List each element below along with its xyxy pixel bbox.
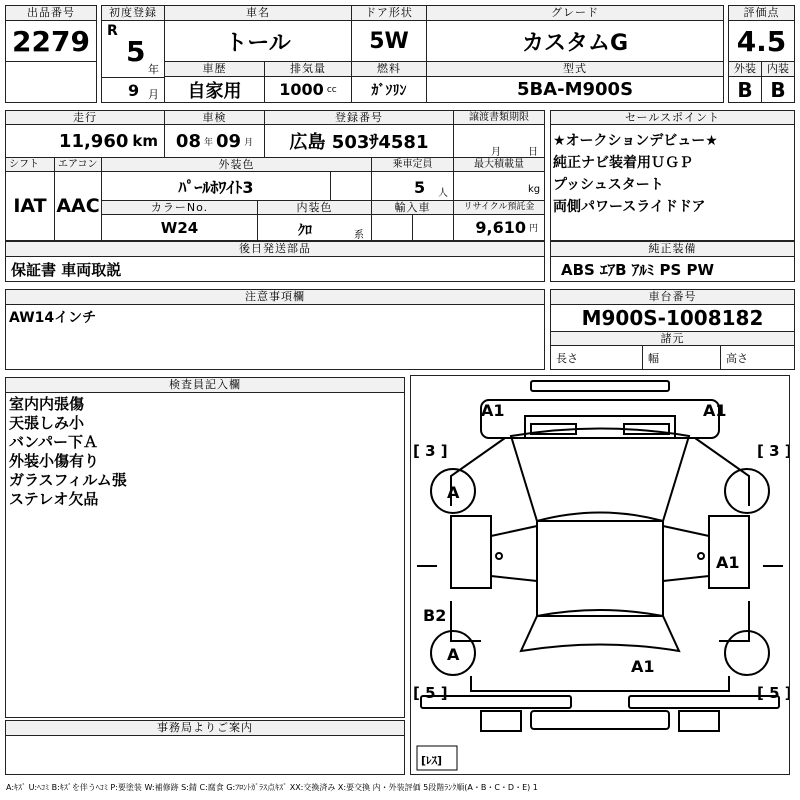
legend: A:ｷｽﾞ U:ﾍｺﾐ B:ｷｽﾞを伴うﾍｺﾐ P:要塗装 W:補修跡 S:錆 C:腐食 G:ﾌﾛﾝﾄｶﾞﾗｽ点ｷｽﾞ XX:交換済み X:要交換 内・外装評価 5段階ﾗﾝｸ順(A・B・C・D・E) 1: [6, 783, 538, 792]
reg-year: 5: [126, 35, 146, 68]
inspection-date: [164, 124, 265, 158]
interior-color: [257, 214, 372, 241]
recycle-fee: [453, 214, 545, 241]
insp-month-unit: 月: [244, 137, 254, 148]
office-notes: [5, 735, 405, 775]
mileage-label: 走行: [5, 110, 165, 125]
later-parts: 保証書 車両取説: [5, 256, 545, 282]
sales-label: セールスポイント: [550, 110, 795, 125]
intcolor-unit: 系: [354, 230, 364, 241]
disp-label: 排気量: [264, 61, 352, 77]
grade-label: グレード: [426, 5, 724, 21]
displacement: [264, 76, 352, 103]
mark-a-rear-wheel: A: [447, 645, 460, 664]
later-parts-label: 後日発送部品: [5, 241, 545, 257]
seats-label: 乗車定員: [371, 157, 454, 172]
sales-line: ★オークションデビュー★: [553, 133, 718, 149]
mileage-value: 11,960: [58, 130, 129, 152]
mark-a1-rear: A1: [631, 657, 655, 676]
sales-line: プッシュスタート: [553, 177, 664, 193]
recycle-label: リサイクル預託金: [453, 200, 545, 215]
mark-a-front-wheel: A: [447, 483, 460, 502]
transfer-day-unit: 日: [528, 147, 538, 158]
import-a: [371, 214, 413, 241]
transfer-label: 譲渡書類期限: [453, 110, 545, 125]
mark-3-right: [ 3 ]: [757, 442, 789, 460]
fuel-label: 燃料: [351, 61, 427, 77]
disp-unit: cc: [326, 84, 337, 95]
color-number: W24: [101, 214, 258, 241]
score: 4.5: [728, 20, 795, 62]
fuel: ｶﾞｿﾘﾝ: [351, 76, 427, 103]
recycle-unit: 円: [528, 224, 538, 234]
first-reg-year: [101, 20, 165, 78]
inspector-label: 検査員記入欄: [5, 377, 405, 393]
sales-line: 両側パワースライドドア: [553, 199, 706, 215]
score-label: 評価点: [728, 5, 795, 21]
seats-value: 5: [414, 178, 426, 197]
mark-a1-front-left: A1: [481, 401, 505, 420]
mark-3-left: [ 3 ]: [413, 442, 448, 460]
insp-year-unit: 年: [203, 137, 213, 148]
disp-value: 1000: [279, 80, 324, 99]
seats: [371, 171, 454, 201]
inspector-line: 室内内張傷: [9, 395, 85, 413]
height-label: 高さ: [720, 345, 795, 370]
caution-notes: [5, 304, 545, 370]
ext-grade: B: [728, 76, 762, 103]
mark-res: [ﾚｽ]: [421, 754, 443, 767]
mileage-unit: km: [132, 132, 158, 150]
inspector-line: 天張しみ小: [9, 414, 85, 432]
mark-5-right: [ 5 ]: [757, 684, 789, 702]
seats-unit: 人: [438, 188, 448, 199]
first-reg-label: 初度登録: [101, 5, 165, 21]
transfer-date: [453, 124, 545, 158]
type-label: 型式: [426, 61, 724, 77]
model-name: トール: [164, 20, 352, 62]
regno-label: 登録番号: [264, 110, 454, 125]
caution-text: AW14インチ: [9, 310, 97, 326]
width-label: 幅: [642, 345, 721, 370]
door-type: 5W: [351, 20, 427, 62]
car-diagram: [411, 376, 789, 774]
genuine-label: 純正装備: [550, 241, 795, 257]
year-unit: 年: [148, 63, 159, 76]
lot-number: 2279: [5, 20, 97, 62]
transfer-month-unit: 月: [491, 147, 501, 158]
reg-month: 9: [128, 81, 140, 100]
lot-blank: [5, 61, 97, 103]
model-label: 車名: [164, 5, 352, 21]
inspection-label: 車検: [164, 110, 265, 125]
month-unit: 月: [148, 88, 159, 101]
colorno-label: カラーNo.: [101, 200, 258, 215]
era: R: [107, 23, 118, 39]
sales-points: [550, 124, 795, 241]
color-extra: [330, 171, 372, 201]
office-label: 事務局よりご案内: [5, 720, 405, 736]
ac-label: エアコン: [54, 157, 102, 172]
lot-label: 出品番号: [5, 5, 97, 21]
import-b: [412, 214, 454, 241]
body-color: ﾊﾟｰﾙﾎﾜｲﾄ3: [101, 171, 331, 201]
inspector-line: 外装小傷有り: [9, 452, 100, 470]
mark-a1-side: A1: [716, 553, 740, 572]
condition-sheet: [410, 375, 790, 775]
ext-label: 外装: [728, 61, 762, 77]
load-unit: kg: [528, 184, 541, 195]
grade: カスタムG: [426, 20, 724, 62]
sales-line: 純正ナビ装着用ＵＧＰ: [553, 155, 693, 171]
model-type: 5BA-M900S: [426, 76, 724, 103]
load-label: 最大積載量: [453, 157, 545, 172]
intcolor-value: ｸﾛ: [298, 223, 312, 239]
genuine-equipment: ABS ｴｱB ｱﾙﾐ PS PW: [550, 256, 795, 282]
inspector-line: ステレオ欠品: [9, 490, 99, 508]
door-label: ドア形状: [351, 5, 427, 21]
history-label: 車歴: [164, 61, 265, 77]
caution-label: 注意事項欄: [5, 289, 545, 305]
inspector-notes: [5, 392, 405, 718]
first-reg-month: [101, 77, 165, 103]
length-label: 長さ: [550, 345, 643, 370]
inspector-line: バンパー下Ａ: [9, 433, 98, 451]
chassis-label: 車台番号: [550, 289, 795, 305]
insp-year: 08: [175, 130, 201, 152]
specs-label: 諸元: [550, 331, 795, 346]
mark-b2: B2: [423, 606, 447, 625]
aircon: AAC: [54, 171, 102, 241]
chassis-number: M900S-1008182: [550, 304, 795, 332]
reg-number: 広島 503ｻ4581: [264, 124, 454, 158]
inspector-line: ガラスフィルム張: [9, 471, 127, 489]
int-grade: B: [761, 76, 795, 103]
max-load: [453, 171, 545, 201]
shift: IAT: [5, 171, 55, 241]
int-label: 内装: [761, 61, 795, 77]
color-label: 外装色: [101, 157, 372, 172]
mark-5-left: [ 5 ]: [413, 684, 448, 702]
mileage: [5, 124, 165, 158]
history: 自家用: [164, 76, 265, 103]
mark-a1-front-right: A1: [703, 401, 727, 420]
import-label: 輸入車: [371, 200, 454, 215]
shift-label: シフト: [5, 157, 55, 172]
recycle-value: 9,610: [475, 218, 526, 237]
intcolor-label: 内装色: [257, 200, 372, 215]
insp-month: 09: [216, 130, 242, 152]
